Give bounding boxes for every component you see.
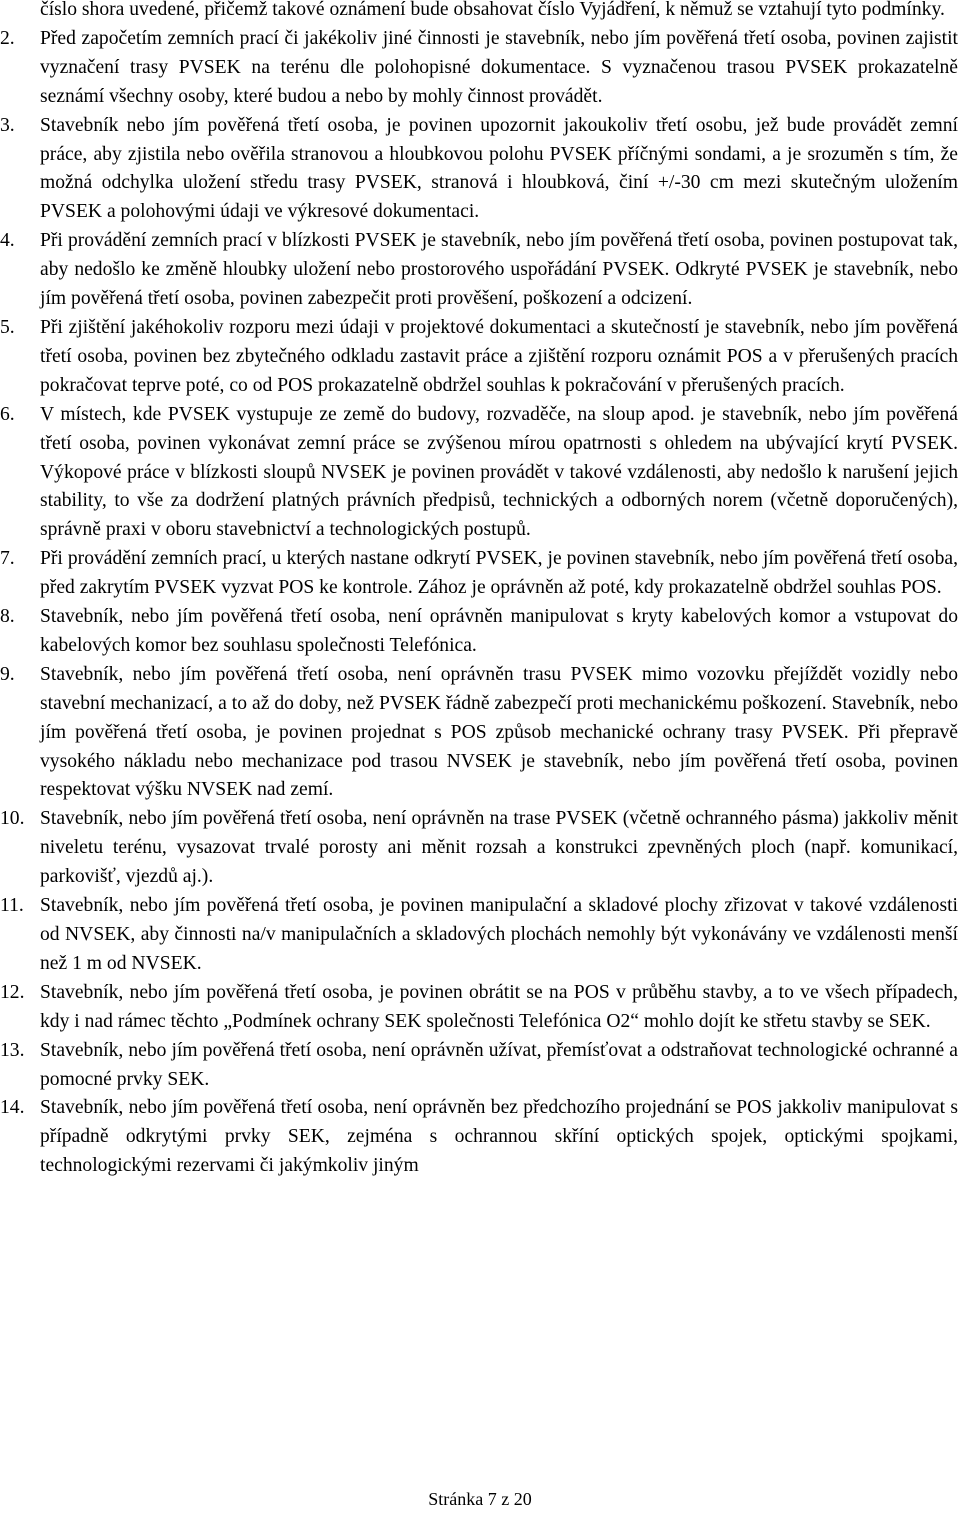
list-item-9 [0,661,958,806]
list-item-number: 9. [0,663,15,685]
list-item-8 [0,603,958,661]
list-item-text: Před započetím zemních prací či jakékoliv jiné činnosti je stavebník, nebo jím pověřená třetí osoba, povinen zajistit vyznačení trasy PVSEK na terénu dle polohopisné dokumentace. S vyznačenou trasou PVSEK prokazatelně seznámí všechny osoby, které budou a nebo by mohly činnost provádět. [40,27,958,107]
list-item-6 [0,401,958,546]
list-item-text: Stavebník, nebo jím pověřená třetí osoba, není oprávněn manipulovat s kryty kabelových komor a vstupovat do kabelových komor bez souhlasu společnosti Telefónica. [40,606,958,656]
list-item-4 [0,227,958,314]
list-item-number: 2. [0,27,15,49]
list-item-11 [0,892,958,979]
list-item-text: Při zjištění jakéhokoliv rozporu mezi údaji v projektové dokumentaci a skutečností je stavebník, nebo jím pověřená třetí osoba, povinen bez zbytečného odkladu zastavit práce a zjištění rozporu oznámit POS a v přerušených pracích pokračovat teprve poté, co od POS prokazatelně obdržel souhlas k pokračování v přerušených pracích. [40,316,958,396]
list-item-5 [0,314,958,401]
list-item-text: Stavebník, nebo jím pověřená třetí osoba, není oprávněn na trase PVSEK (včetně ochranného pásma) jakkoliv měnit niveletu terénu, vysazovat trvalé porosty ani měnit rozsah a konstrukci zpevněných ploch (např. komunikací, parkovišť, vjezdů aj.). [40,808,958,888]
list-item-3 [0,112,958,228]
list-item-7 [0,545,958,603]
page-number-label: Stránka 7 z 20 [428,1489,532,1509]
list-item-number: 6. [0,403,15,425]
list-item-number: 5. [0,316,15,338]
list-item-number: 7. [0,548,15,570]
list-item-14 [0,1094,958,1181]
list-item-text: Stavebník, nebo jím pověřená třetí osoba, není oprávněn trasu PVSEK mimo vozovku přejíždět vozidly nebo stavební mechanizací, a to až do doby, než PVSEK řádně zabezpečí proti mechanickému poškození. Stavebník, nebo jím pověřená třetí osoba, je povinen projednat s POS způsob mechanické ochrany trasy PVSEK. Při přepravě vysokého nákladu nebo mechanizace pod trasou NVSEK je stavebník, nebo jím pověřená třetí osoba, povinen respektovat výšku NVSEK nad zemí. [40,663,958,801]
page-footer [0,1487,960,1511]
list-item-12 [0,979,958,1037]
list-item-text: Stavebník, nebo jím pověřená třetí osoba, je povinen obrátit se na POS v průběhu stavby, a to ve všech případech, kdy i nad rámec těchto „Podmínek ochrany SEK společnosti Telefónica O2“ mohlo dojít ke střetu stavby se SEK. [40,981,958,1032]
intro-paragraph: číslo shora uvedené, přičemž takové oznámení bude obsahovat číslo Vyjádření, k němuž se vztahují tyto podmínky. [40,0,945,20]
list-item-number: 12. [0,981,25,1003]
list-item-number: 3. [0,114,15,136]
list-item-13 [0,1037,958,1095]
list-item-number: 14. [0,1097,25,1119]
list-item-number: 4. [0,230,15,252]
list-item-text: Při provádění zemních prací, u kterých nastane odkrytí PVSEK, je povinen stavebník, nebo jím pověřená třetí osoba, před zakrytím PVSEK vyzvat POS ke kontrole. Zához je oprávněn až poté, kdy prokazatelně obdržel souhlas POS. [40,548,958,599]
list-item-2 [0,25,958,112]
list-item-text: Při provádění zemních prací v blízkosti PVSEK je stavebník, nebo jím pověřená třetí osoba, povinen postupovat tak, aby nedošlo ke změně hloubky uložení nebo prostorového uspořádání PVSEK. Odkryté PVSEK je stavebník, nebo jím pověřená třetí osoba, povinen zabezpečit proti prověšení, poškození a odcizení. [40,230,958,310]
list-item-text: V místech, kde PVSEK vystupuje ze země do budovy, rozvaděče, na sloup apod. je stavebník, nebo jím pověřená třetí osoba, povinen vykonávat zemní práce se zvýšenou mírou opatrnosti s ohledem na ubývající krytí PVSEK. Výkopové práce v blízkosti sloupů NVSEK je povinen provádět v takové vzdálenosti, aby nedošlo k narušení jejich stability, to vše za dodržení platných právních předpisů, technických a odborných norem (včetně doporučených), správně praxi v oboru stavebnictví a technologických postupů. [40,403,958,541]
list-item-10 [0,805,958,892]
list-item-text: Stavebník, nebo jím pověřená třetí osoba, není oprávněn bez předchozího projednání se POS jakkoliv manipulovat s případně odkrytými prvky SEK, zejména s ochrannou skříní optických spojek, optickými spojkami, technologickými rezervami či jakýmkoliv jiným [40,1097,958,1177]
list-item-number: 13. [0,1039,25,1061]
list-item-text: Stavebník nebo jím pověřená třetí osoba, je povinen upozornit jakoukoliv třetí osobu, jež bude provádět zemní práce, aby zjistila nebo ověřila stranovou a hloubkovou polohu PVSEK příčnými sondami, a je srozuměn s tím, že možná odchylka uložení středu trasy PVSEK, stranová i hloubková, činí +/-30 cm mezi skutečným uložením PVSEK a polohovými údaji ve výkresové dokumentaci. [40,114,958,223]
list-item-number: 10. [0,808,25,830]
list-item-number: 8. [0,606,15,628]
list-item-text: Stavebník, nebo jím pověřená třetí osoba, je povinen manipulační a skladové plochy zřizovat v takové vzdálenosti od NVSEK, aby činnosti na/v manipulačních a skladových plochách nemohly být vykonávány ve vzdálenosti menší než 1 m od NVSEK. [40,895,958,974]
list-item-number: 11. [0,895,24,917]
list-item-text: Stavebník, nebo jím pověřená třetí osoba, není oprávněn užívat, přemísťovat a odstraňovat technologické ochranné a pomocné prvky SEK. [40,1039,958,1090]
